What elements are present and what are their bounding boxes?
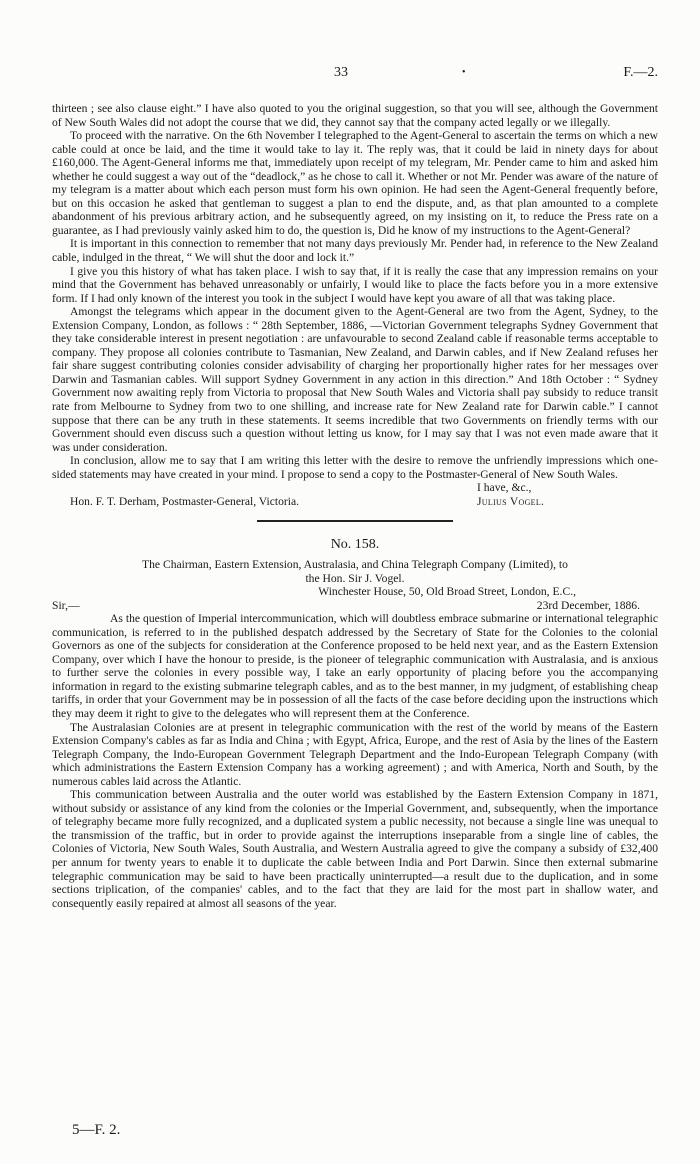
salutation-line [52,599,658,613]
letter-paragraph: thirteen ; see also clause eight.” I have also quoted to you the original suggestion, so that you will see, although the Government of New South Wales did not adopt the course that we did, they cannot say that the company acted legally or we illegally. [52,102,658,129]
signature: Julius Vogel. [477,494,545,508]
closing-formula: I have, &c., [477,481,532,495]
letter-paragraph: It is important in this connection to remember that not many days previously Mr. Pender had, in reference to the New Zealand cable, indulged in the threat, “ We will shut the door and lock it.” [52,237,658,265]
letter-paragraph: To proceed with the narrative. On the 6th November I telegraphed to the Agent-General to ascertain the terms on which a new cable could at once be laid, and the time it would take to lay it. The reply was, that it could be laid in ninety days for about £160,000. The Agent-General informs me that, immediately upon receipt of my telegram, Mr. Pender came to him and asked him whether he could suggest a way out of the “deadlock,” as he chose to call it. Whether or not Mr. Pender was aware of the nature of my telegram is a matter about which each person must form his own opinion. He had seen the Agent-General frequently before, but on this occasion he asked that gentleman to suggest a plan to end the dispute, and, as that plan amounted to a complete abandonment of his previous arbitrary action, and he subsequently agreed, on my insisting on it, to reduce the Press rate on a guarantee, as I had previously vainly asked him to do, the question is, Did he know of my instructions to the Agent-General? [52,129,658,237]
section-divider [257,520,453,522]
letter-closing-line [52,481,658,495]
document-paragraph: The Australasian Colonies are at present in telegraphic communication with the rest of the world by means of the Eastern Extension Company's cables as far as India and China ; with Egypt, Africa, Europe, and the rest of Asia by the lines of the Eastern Telegraph Company, the Indo-European Government Telegraph Department and the Indo-European Telegraph Company (with which administrations the Eastern Extension Company has a working agreement) ; and with America, North and South, by the numerous cables laid across the Atlantic. [52,720,658,788]
sender-address: Winchester House, 50, Old Broad Street, London, E.C., [318,585,576,599]
page-body [52,102,658,910]
page-number: 33 [334,65,348,80]
document-number: No. 158. [330,537,380,553]
addressee: Hon. F. T. Derham, Postmaster-General, Victoria. [70,494,299,508]
letter-paragraph: In conclusion, allow me to say that I am writing this letter with the desire to remove the unfriendly impressions which one-sided statements may have created in your mind. I propose to send a copy to the Postmaster-General of New South Wales. [52,454,658,481]
salutation: Sir,— [52,598,80,612]
document-heading-line-2: the Hon. Sir J. Vogel. [305,571,405,585]
letter-paragraph: I give you this history of what has taken place. I wish to say that, if it is really the case that any impression remains on your mind that the Government has behaved unreasonably or unfairly, I would like to place the facts before you in a more extensive form. If I had only known of the interest you took in the subject I would have kept you aware of all that was taking place. [52,264,658,305]
document-paragraph: This communication between Australia and the outer world was established by the Eastern Extension Company in 1871, without subsidy or assistance of any kind from the colonies or the Imperial Government, and, subsequently, when the importance of telegraphy became more fully recognized, and a duplicated system a public necessity, not because a single line was unequal to the transmission of the traffic, but in order to provide against the interruptions inseparable from a single line of cables, the Colonies of Victoria, New South Wales, South Australia, and Western Australia agreed to give the company a subsidy of £32,400 per annum for twenty years to enable it to duplicate the cable between India and Port Darwin. Since then external submarine telegraphic communication may be said to have been practically uninterrupted—a result due to the duplication, and in some sections triplication, of the companies' cables, and to the fact that they are laid for the most part in shallow water, and consequently easily repaired at almost all seasons of the year. [52,788,658,910]
header-mark: • [462,67,466,78]
document-paragraph: As the question of Imperial intercommunication, which will doubtless embrace submarine or international telegraphic communication, is referred to in the published despatch addressed by the Secretary of State for the Colonies to the colonial Governors as one of the subjects for consideration at the Conference proposed to be held next year, and as the Eastern Extension Company, over which I have the honour to preside, is the pioneer of telegraphic communication with Australasia, and is anxious to further serve the colonies in every possible way, I take an early opportunity of placing before you the accompanying information in regard to the existing submarine telegraph cables, and as to the best manner, in my judgment, of establishing cheap tariffs, in order that your Government may be in possession of all the facts of the case before deciding upon the instructions which they may deem it right to give to the delegates who will represent them at the Conference. [52,612,658,720]
page-header [52,66,658,82]
letter-paragraph: Amongst the telegrams which appear in the document given to the Agent-General are two from the Agent, Sydney, to the Extension Company, London, as follows : “ 28th September, 1886, —Victorian Government telegraphs Sydney Government that they take considerable interest in present negotiation : are unfavourable to second Zealand cable if reasonable terms acceptable to company. They propose all colonies contribute to Tasmanian, New Zealand, and Darwin cables, and if New Zealand refuses her fair share suggest contributing colonies consider advisability of charging her proportionally higher rates for her messages over Darwin and Tasmanian cables. Will support Sydney Government in any action in this direction.” And 18th October : “ Sydney Government now awaiting reply from Victoria to proposal that New South Wales and Victoria shall pay subsidy to reduce transit rate from Melbourne to Sydney from two to one shilling, and increase rate for New Zealand rate for Darwin cable.” I cannot suppose that there can be any truth in these statements. It seems incredible that two Governments on friendly terms with our Government should even discuss such a question without letting us know, for I may say that I was not even made aware that it was under consideration. [52,305,658,454]
letter-date: 23rd December, 1886. [536,598,640,612]
paper-reference: F.—2. [623,65,658,80]
printer-signature-mark: 5—F. 2. [72,1122,121,1138]
letter-signature-line [52,495,658,509]
document-heading-line-1: The Chairman, Eastern Extension, Australasia, and China Telegraph Company (Limited), to [142,557,568,571]
